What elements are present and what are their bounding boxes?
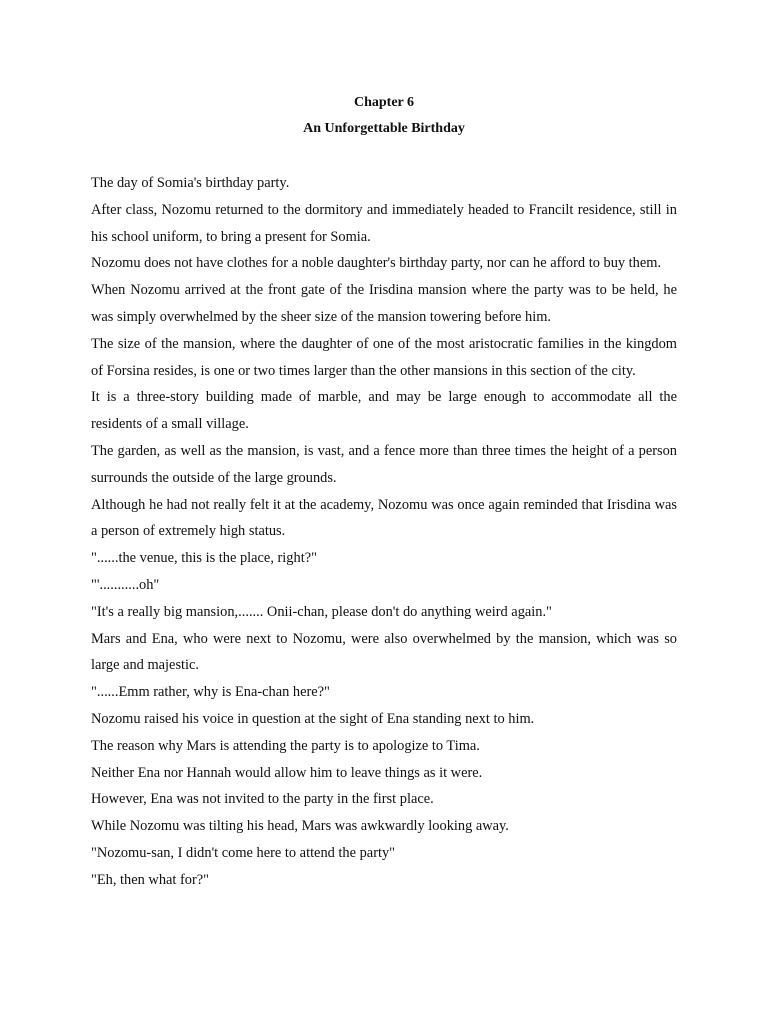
chapter-number: Chapter 6: [353, 95, 415, 110]
paragraph: It is a three-story building made of marble, and may be large enough to accommodate all the residents of a small village.: [91, 389, 677, 433]
paragraph: "......the venue, this is the place, right?": [91, 550, 317, 567]
paragraph: However, Ena was not invited to the party in the first place.: [91, 791, 434, 808]
paragraph: Nozomu does not have clothes for a noble daughter's birthday party, nor can he afford to buy them.: [91, 255, 662, 272]
paragraph: The reason why Mars is attending the party is to apologize to Tima.: [91, 737, 480, 754]
paragraph: The size of the mansion, where the daughter of one of the most aristocratic families in the kingdom of Forsina resides, is one or two times larger than the other mansions in this section of the city.: [91, 335, 677, 379]
paragraph: "......Emm rather, why is Ena-chan here?": [91, 684, 330, 701]
body-text: [91, 170, 677, 894]
paragraph: Nozomu raised his voice in question at the sight of Ena standing next to him.: [91, 710, 535, 727]
paragraph: Neither Ena nor Hannah would allow him to leave things as it were.: [91, 764, 483, 781]
paragraph: "Eh, then what for?": [91, 871, 210, 888]
paragraph: The garden, as well as the mansion, is vast, and a fence more than three times the height of a person surrounds the outside of the large grounds.: [91, 442, 677, 486]
paragraph: "'...........oh": [91, 576, 160, 593]
paragraph: Although he had not really felt it at the academy, Nozomu was once again reminded that Irisdina was a person of extremely high status.: [91, 496, 677, 540]
paragraph: The day of Somia's birthday party.: [91, 175, 290, 191]
paragraph: When Nozomu arrived at the front gate of the Irisdina mansion where the party was to be held, he was simply overwhelmed by the sheer size of the mansion towering before him.: [91, 282, 677, 325]
paragraph: Mars and Ena, who were next to Nozomu, were also overwhelmed by the mansion, which was so large and majestic.: [91, 630, 677, 674]
paragraph: While Nozomu was tilting his head, Mars was awkwardly looking away.: [91, 818, 509, 835]
paragraph: After class, Nozomu returned to the dormitory and immediately headed to Francilt residence, still in his school uniform, to bring a present for Somia.: [91, 201, 677, 245]
paragraph: "Nozomu-san, I didn't come here to attend the party": [91, 844, 396, 861]
chapter-title: An Unforgettable Birthday: [303, 121, 465, 136]
paragraph: "It's a really big mansion,....... Onii-chan, please don't do anything weird again.": [91, 603, 552, 620]
